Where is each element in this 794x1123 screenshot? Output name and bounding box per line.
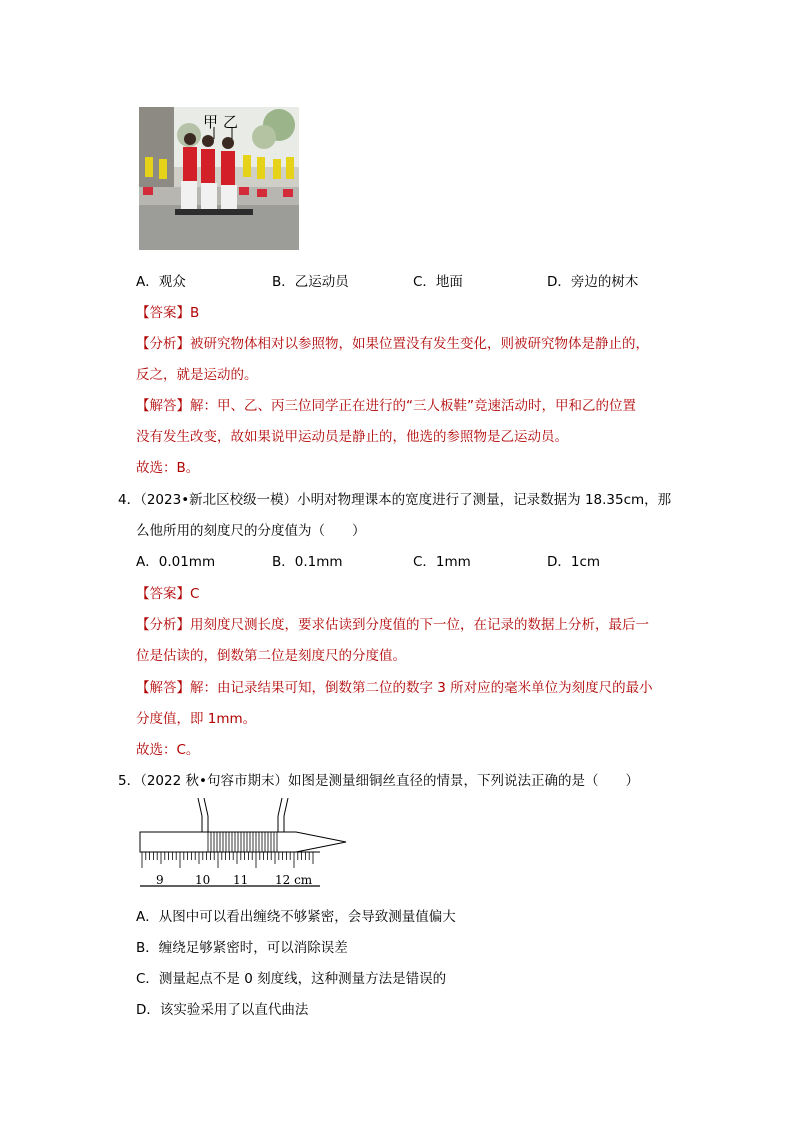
- solution-tag: 【解答】: [136, 398, 190, 414]
- analysis-text: 用刻度尺测长度，要求估读到分度值的下一位，在记录的数据上分析，最后一: [190, 617, 649, 633]
- q3-option-b: B．乙运动员: [272, 274, 349, 290]
- q4-answer: [136, 582, 199, 602]
- q3-option-a: A．观众: [136, 274, 186, 290]
- q4-option-a: A．0.01mm: [136, 554, 216, 570]
- relay-race-photo: [139, 107, 299, 250]
- ruler-label-9: 9: [156, 873, 164, 887]
- q3-option-c: C．地面: [413, 274, 463, 290]
- q4-analysis-line2: 位是估读的，倒数第二位是刻度尺的分度值。: [136, 648, 406, 664]
- answer-tag: 【答案】: [136, 305, 190, 321]
- analysis-text: 被研究物体相对以参照物，如果位置没有发生变化，则被研究物体是静止的，: [190, 336, 649, 352]
- ruler-label-12cm: 12 cm: [275, 873, 313, 887]
- q4-stem-line2: 么他所用的刻度尺的分度值为（ ）: [136, 523, 366, 539]
- answer-tag: 【答案】: [136, 586, 190, 602]
- solution-text: 解：由记录结果可知，倒数第二位的数字 3 所对应的毫米单位为刻度尺的最小: [190, 680, 653, 696]
- q5-option-c: C．测量起点不是 0 刻度线，这种测量方法是错误的: [136, 971, 447, 987]
- q4-analysis: [136, 613, 649, 633]
- analysis-tag: 【分析】: [136, 617, 190, 633]
- q4-choice: 故选：C。: [136, 742, 200, 758]
- q5-option-b: B．缠绕足够紧密时，可以消除误差: [136, 940, 348, 956]
- solution-tag: 【解答】: [136, 680, 190, 696]
- ruler-label-10: 10: [195, 873, 211, 887]
- q3-analysis: [136, 332, 649, 352]
- photo-label-jia: 甲: [203, 113, 219, 131]
- answer-value: C: [190, 586, 200, 602]
- photo-label-yi: 乙: [223, 113, 239, 131]
- q3-option-d: D．旁边的树木: [547, 274, 639, 290]
- solution-text: 解：甲、乙、丙三位同学正在进行的“三人板鞋”竞速活动时，甲和乙的位置: [190, 398, 636, 414]
- q3-solution: [136, 394, 636, 414]
- q3-choice: 故选：B。: [136, 460, 200, 476]
- q4-solution: [136, 676, 653, 696]
- q5-option-a: A．从图中可以看出缠绕不够紧密，会导致测量值偏大: [136, 909, 456, 925]
- q4-solution-line2: 分度值，即 1mm。: [136, 711, 257, 727]
- analysis-tag: 【分析】: [136, 336, 190, 352]
- q5-option-d: D．该实验采用了以直代曲法: [136, 1002, 309, 1018]
- q4-option-c: C．1mm: [413, 554, 471, 570]
- q3-analysis-line2: 反之，就是运动的。: [136, 367, 258, 383]
- q5-stem: 5．（2022 秋•句容市期末）如图是测量细铜丝直径的情景，下列说法正确的是（ ）: [118, 773, 639, 789]
- q4-option-d: D．1cm: [547, 554, 601, 570]
- ruler-label-11: 11: [233, 873, 249, 887]
- q3-answer: [136, 301, 199, 321]
- copper-wire-ruler-figure: [136, 798, 356, 894]
- answer-value: B: [190, 305, 200, 321]
- q4-stem-line1: 4．（2023•新北区校级一模）小明对物理课本的宽度进行了测量，记录数据为 18.35cm，那: [118, 492, 672, 508]
- q4-option-b: B．0.1mm: [272, 554, 343, 570]
- q3-solution-line2: 没有发生改变，故如果说甲运动员是静止的，他选的参照物是乙运动员。: [136, 429, 568, 445]
